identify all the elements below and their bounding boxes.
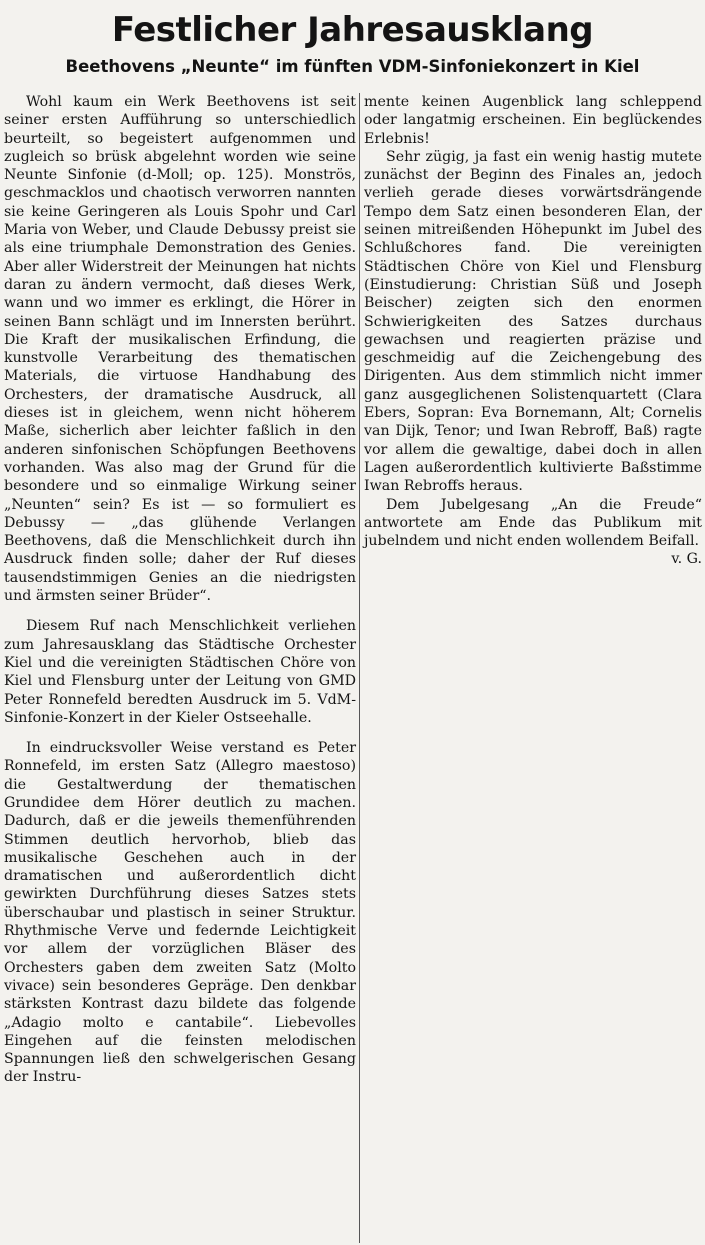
paragraph-movements: In eindrucksvoller Weise verstand es Peter Ronnefeld, im ersten Satz (Allegro maestoso) die Gestaltwerdung der thematischen Grundidee dem Hörer deutlich zu machen. Dadurch, daß er die jeweils themenführenden Stimmen deutlich hervorhob, blieb das musikalische Geschehen auch in der dramatischen und außerordentlich dicht gewirkten Durchführung dieses Satzes stets überschaubar und plastisch in seiner Struktur. Rhythmische Verve und federnde Leichtigkeit vor allem der vorzüglichen Bläser des Orchesters gaben dem zweiten Satz (Molto vivace) sein besonderes Gepräge. Den denkbar stärksten Kontrast dazu bildete das folgende „Adagio molto e cantabile“. Liebevolles Eingehen auf die feinsten melodischen Spannungen ließ den schwelgerischen Gesang der Instru- [4, 740, 356, 1086]
subheadline: Beethovens „Neunte“ im fünften VDM-Sinfoniekonzert in Kiel [65, 57, 640, 76]
closing-text: Dem Jubelgesang „An die Freude“ antwortete am Ende das Publikum mit jubelndem und nicht enden wollendem Beifall. [364, 496, 702, 550]
paragraph-continuation: mente keinen Augenblick lang schleppend oder langatmig erscheinen. Ein beglückendes Erlebnis! [364, 94, 702, 147]
paragraph-closing [364, 496, 702, 568]
paragraph-intro: Wohl kaum ein Werk Beethovens ist seit seiner ersten Aufführung so unterschiedlich beurteilt, so begeistert aufgenommen und zugleich so brüsk abgelehnt worden wie seine Neunte Sinfonie (d-Moll; op. 125). Monströs, geschmacklos und chaotisch verworren nannten sie keine Geringeren als Louis Spohr und Carl Maria von Weber, und Claude Debussy preist sie als eine triumphale Demonstration des Genies. Aber aller Widerstreit der Meinungen hat nichts daran zu ändern vermocht, daß dieses Werk, wann und wo immer es erklingt, die Hörer in seinen Bann schlägt und im Innersten berührt. Die Kraft der musikalischen Erfindung, die kunstvolle Verarbeitung des thematischen Materials, die virtuose Handhabung des Orchesters, der dramatische Ausdruck, all dieses ist in gleichem, wenn nicht höherem Maße, sicherlich aber leichter faßlich in den anderen sinfonischen Schöpfungen Beethovens vorhanden. Was also mag der Grund für die besondere und so einmalige Wirkung seiner „Neunten“ sein? Es ist — so formuliert es Debussy — „das glühende Verlangen Beethovens, daß die Menschlichkeit durch ihn Ausdruck finden solle; daher der Ruf dieses tausendstimmigen Genies an die niedrigsten und ärmsten seiner Brüder“. [4, 94, 356, 605]
author-signature: v. G. [671, 551, 702, 568]
left-column [4, 93, 356, 1087]
column-divider [359, 93, 360, 1243]
paragraph-concert: Diesem Ruf nach Menschlichkeit verliehen zum Jahresausklang das Städtische Orchester Kiel und die vereinigten Städtischen Chöre von Kiel und Flensburg unter der Leitung von GMD Peter Ronnefeld beredten Ausdruck im 5. VdM-Sinfonie-Konzert in der Kieler Ostseehalle. [4, 618, 356, 726]
headline: Festlicher Jahresausklang [111, 10, 594, 50]
right-column [364, 93, 702, 569]
paragraph-finale: Sehr zügig, ja fast ein wenig hastig mutete zunächst der Beginn des Finales an, jedoch verlieh gerade dieses vorwärtsdrängende Tempo dem Satz einen besonderen Elan, der seinen mitreißenden Höhepunkt im Jubel des Schlußchores fand. Die vereinigten Städtischen Chöre von Kiel und Flensburg (Einstudierung: Christian Süß und Joseph Beischer) zeigten sich den enormen Schwierigkeiten des Satzes durchaus gewachsen und reagierten präzise und geschmeidig auf die Zeichengebung des Dirigenten. Aus dem stimmlich nicht immer ganz ausgeglichenen Solistenquartett (Clara Ebers, Sopran: Eva Bornemann, Alt; Cornelis van Dijk, Tenor; und Iwan Rebroff, Baß) ragte vor allem die gewaltige, dabei doch in allen Lagen außerordentlich kultivierte Baßstimme Iwan Rebroffs heraus. [364, 148, 702, 495]
